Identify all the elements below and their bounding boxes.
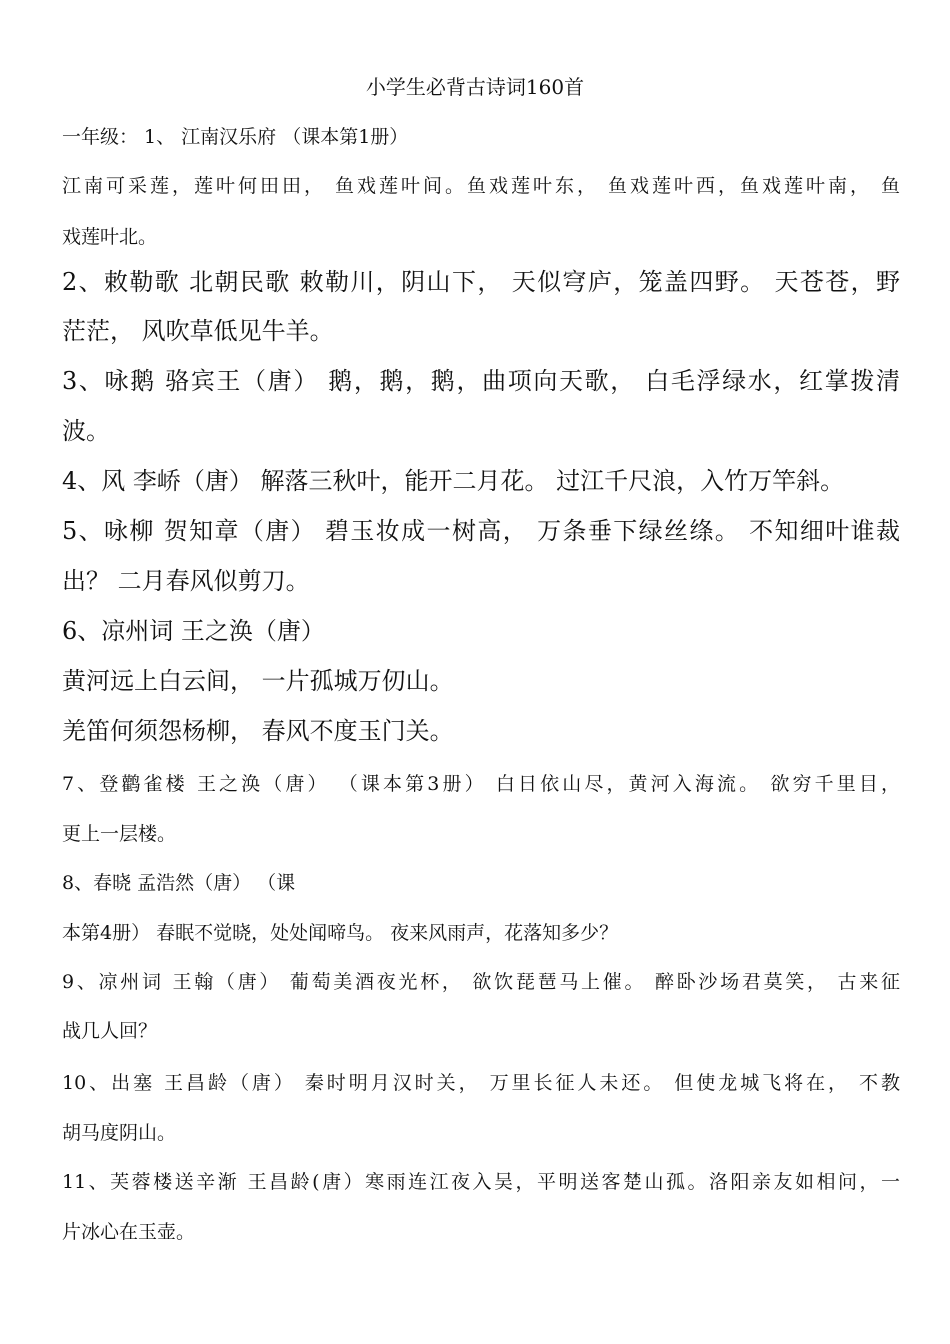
text-line: 出？ 二月春风似剪刀。 — [62, 567, 310, 595]
text-line: 5、咏柳 贺知章（唐） 碧玉妆成一树高， 万条垂下绿丝绦。 不知细叶谁裁 — [62, 517, 900, 545]
text-line: 羌笛何须怨杨柳， 春风不度玉门关。 — [62, 717, 454, 745]
text-line: 胡马度阴山。 — [62, 1122, 177, 1144]
text-line: 波。 — [62, 417, 110, 445]
text-line: 7、登鹳雀楼 王之涣（唐） （课本第3册） 白日依山尽，黄河入海流。 欲穷千里目， — [62, 773, 900, 795]
text-line: 一年级： 1、 江南汉乐府 （课本第1册） — [62, 126, 409, 148]
text-line: 茫茫， 风吹草低见牛羊。 — [62, 317, 334, 345]
text-line: 3、咏鹅 骆宾王（唐） 鹅，鹅，鹅，曲项向天歌， 白毛浮绿水，红掌拨清 — [62, 367, 900, 395]
text-line: 11、芙蓉楼送辛渐 王昌龄(唐）寒雨连江夜入吴，平明送客楚山孤。洛阳亲友如相问，一 — [62, 1171, 900, 1193]
text-line: 10、出塞 王昌龄（唐） 秦时明月汉时关， 万里长征人未还。 但使龙城飞将在， 不教 — [62, 1072, 900, 1094]
text-line: 战几人回？ — [62, 1020, 158, 1042]
text-line: 片冰心在玉壶。 — [62, 1221, 196, 1243]
text-line: 4、风 李峤（唐） 解落三秋叶，能开二月花。 过江千尺浪，入竹万竿斜。 — [62, 467, 845, 495]
text-line: 8、春晓 孟浩然（唐） （课 — [62, 872, 296, 894]
text-line: 本第4册） 春眠不觉晓，处处闻啼鸟。 夜来风雨声，花落知多少？ — [62, 922, 619, 944]
text-line: 江南可采莲，莲叶何田田， 鱼戏莲叶间。鱼戏莲叶东， 鱼戏莲叶西，鱼戏莲叶南， 鱼 — [62, 175, 900, 197]
text-line: 黄河远上白云间， 一片孤城万仞山。 — [62, 667, 454, 695]
text-line: 戏莲叶北。 — [62, 226, 158, 248]
document-title: 小学生必背古诗词160首 — [365, 75, 585, 99]
text-line: 2、敕勒歌 北朝民歌 敕勒川，阴山下， 天似穹庐，笼盖四野。 天苍苍，野 — [62, 268, 900, 296]
text-line: 6、凉州词 王之涣（唐） — [62, 617, 325, 645]
text-line: 9、凉州词 王翰（唐） 葡萄美酒夜光杯， 欲饮琵琶马上催。 醉卧沙场君莫笑， 古来征 — [62, 971, 900, 993]
text-line: 更上一层楼。 — [62, 823, 177, 845]
